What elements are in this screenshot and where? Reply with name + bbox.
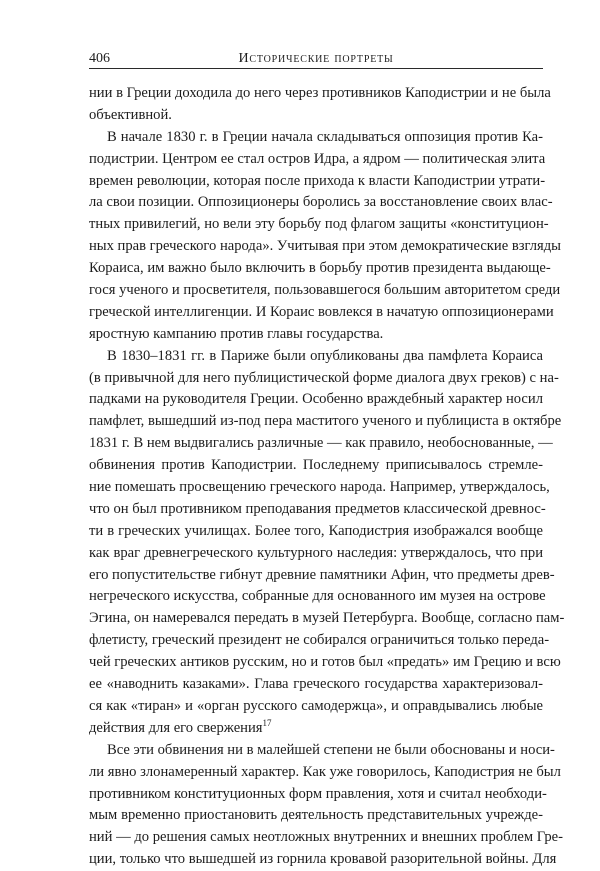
- text-line: тных привилегий, но вели эту борьбу под флагом защиты «конституцион-: [89, 216, 549, 233]
- text-line: ли явно злонамеренный характер. Как уже говорилось, Каподистрия не был: [89, 763, 561, 780]
- text-line: противником конституционных форм правления, хотя и считал необходи-: [89, 785, 547, 802]
- footnote-marker[interactable]: 17: [262, 717, 272, 728]
- text-line: объективной.: [89, 106, 172, 123]
- text-line: ла свои позиции. Оппозиционеры боролись за восстановление своих влас-: [89, 194, 553, 211]
- text-line: В начале 1830 г. в Греции начала складываться оппозиция против Ка-: [107, 128, 543, 145]
- text-line: (в привычной для него публицистической форме диалога двух греков) с на-: [89, 369, 559, 386]
- text-line: Все эти обвинения ни в малейшей степени не были обоснованы и носи-: [107, 741, 555, 758]
- text-line: его попустительстве гибнут древние памятники Афин, что предметы древ-: [89, 566, 555, 583]
- text-line: как враг древнегреческого культурного наследия: утверждалось, что при: [89, 544, 543, 561]
- text-line: ных прав греческого народа». Учитывая при этом демократические взгляды: [89, 238, 561, 255]
- text-line: ние помешать просвещению греческого народа. Например, утверждалось,: [89, 479, 550, 496]
- paragraph: [89, 127, 561, 346]
- paragraph: [89, 83, 551, 127]
- text-line: падками на руководителя Греции. Особенно враждебный характер носил: [89, 391, 543, 408]
- text-line: времен революции, которая после прихода к власти Каподистрии утрати-: [89, 172, 546, 189]
- text-line: нии в Греции доходила до него через противников Каподистрии и не была: [89, 85, 551, 101]
- text-line: Кораиса, им важно было включить в борьбу против президента выдающе-: [89, 260, 551, 277]
- page-header: [89, 47, 543, 67]
- text-line: ти в греческих училищах. Более того, Каподистрия изображался вообще: [89, 522, 543, 539]
- text-line: ции, только что вышедшей из горнила кровавой разорительной войны. Для: [89, 851, 557, 868]
- text-line: памфлет, вышедший из-под пера маститого ученого и публициста в октябре: [89, 413, 562, 430]
- paragraph: [89, 346, 565, 740]
- text-line: чей греческих антиков русским, но и готов был «предать» им Грецию и всю: [89, 654, 561, 671]
- body-text: [89, 83, 565, 871]
- text-line: ний — до решения самых неотложных внутренних и внешних проблем Гре-: [89, 829, 563, 846]
- text-line: В 1830–1831 гг. в Париже были опубликованы два памфлета Кораиса: [107, 347, 543, 364]
- paragraph: [89, 740, 563, 871]
- text-line: греческой интеллигенции. И Кораис вовлекся в начатую оппозиционерами: [89, 303, 554, 320]
- text-line: яростную кампанию против главы государства.: [89, 325, 384, 342]
- text-line: мым временно приостановить деятельность представительных учрежде-: [89, 807, 543, 824]
- text-line: обвинения против Каподистрии. Последнему приписывалось стремле-: [89, 457, 543, 474]
- text-line: Эгина, он намеревался передать в музей Петербурга. Вообще, согласно пам-: [89, 610, 565, 627]
- header-rule: [89, 68, 543, 69]
- text-line: ее «наводнить казаками». Глава греческого государства характеризовал-: [89, 676, 543, 693]
- text-line: ся как «тиран» и «орган русского самодержца», и оправдывались любые: [89, 697, 543, 714]
- text-line: негреческого искусства, собранные для основанного им музея на острове: [89, 588, 546, 605]
- text-line: что он был противником преподавания предметов классической древнос-: [89, 500, 546, 517]
- text-line: флетисту, греческий президент не собирался ограничиться только переда-: [89, 632, 550, 649]
- text-line: действия для его свержения$^{17}$: [89, 717, 272, 736]
- text-line: подистрии. Центром ее стал остров Идра, а ядром — политическая элита: [89, 150, 546, 167]
- text-line: 1831 г. В нем выдвигались различные — как правило, необоснованные, —: [89, 435, 553, 452]
- running-title: Исторические портреты: [238, 51, 394, 66]
- text-line: гося ученого и просветителя, пользовавшегося большим авторитетом среди: [89, 282, 561, 299]
- page-number: 406: [89, 51, 110, 66]
